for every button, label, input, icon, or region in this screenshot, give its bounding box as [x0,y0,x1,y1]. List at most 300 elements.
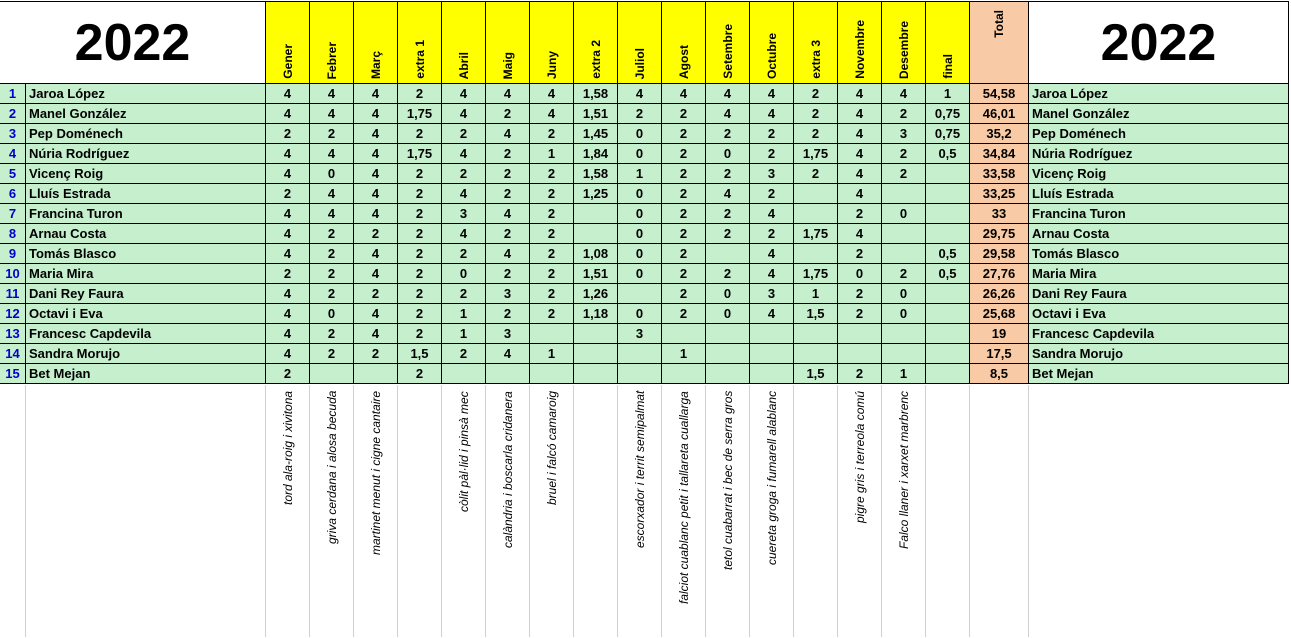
score-cell[interactable] [310,84,354,104]
score-cell[interactable] [442,284,486,304]
score-cell[interactable] [618,144,662,164]
score-cell[interactable] [310,184,354,204]
score-cell[interactable] [750,164,794,184]
score-cell[interactable] [442,144,486,164]
score-cell[interactable] [442,204,486,224]
rank-cell[interactable] [0,284,26,304]
total-cell[interactable] [970,304,1029,324]
score-cell[interactable] [618,324,662,344]
score-cell[interactable] [926,184,970,204]
name-cell[interactable] [26,344,266,364]
name-cell[interactable] [26,244,266,264]
score-cell[interactable] [794,224,838,244]
score-cell[interactable] [618,284,662,304]
score-cell[interactable] [574,144,618,164]
score-cell[interactable] [266,244,310,264]
score-cell[interactable] [442,264,486,284]
score-cell[interactable] [926,164,970,184]
score-cell[interactable] [618,304,662,324]
score-cell[interactable] [442,104,486,124]
score-cell[interactable] [398,284,442,304]
score-cell[interactable] [574,244,618,264]
total-cell[interactable] [970,324,1029,344]
score-cell[interactable] [838,104,882,124]
score-cell[interactable] [442,344,486,364]
name-cell[interactable] [26,84,266,104]
name-cell[interactable] [26,364,266,384]
score-cell[interactable] [926,104,970,124]
score-cell[interactable] [310,204,354,224]
score-cell[interactable] [662,104,706,124]
score-cell[interactable] [266,224,310,244]
score-cell[interactable] [574,304,618,324]
score-cell[interactable] [838,264,882,284]
score-cell[interactable] [706,264,750,284]
total-cell[interactable] [970,364,1029,384]
total-cell[interactable] [970,124,1029,144]
score-cell[interactable] [398,184,442,204]
rank-cell[interactable] [0,124,26,144]
score-cell[interactable] [706,144,750,164]
score-cell[interactable] [926,264,970,284]
rank-cell[interactable] [0,324,26,344]
score-cell[interactable] [926,344,970,364]
score-cell[interactable] [574,284,618,304]
score-cell[interactable] [618,164,662,184]
score-cell[interactable] [926,304,970,324]
total-cell[interactable] [970,244,1029,264]
score-cell[interactable] [354,184,398,204]
name-cell[interactable] [26,164,266,184]
score-cell[interactable] [354,204,398,224]
score-cell[interactable] [266,124,310,144]
score-cell[interactable] [398,324,442,344]
score-cell[interactable] [310,364,354,384]
score-cell[interactable] [266,144,310,164]
score-cell[interactable] [706,84,750,104]
score-cell[interactable] [838,244,882,264]
score-cell[interactable] [750,324,794,344]
score-cell[interactable] [882,244,926,264]
score-cell[interactable] [574,124,618,144]
score-cell[interactable] [882,124,926,144]
score-cell[interactable] [486,164,530,184]
score-cell[interactable] [750,104,794,124]
total-cell[interactable] [970,224,1029,244]
score-cell[interactable] [354,164,398,184]
score-cell[interactable] [486,364,530,384]
score-cell[interactable] [354,344,398,364]
score-cell[interactable] [530,244,574,264]
score-cell[interactable] [530,104,574,124]
score-cell[interactable] [486,184,530,204]
score-cell[interactable] [530,324,574,344]
name-cell-right[interactable] [1029,364,1289,384]
score-cell[interactable] [750,284,794,304]
score-cell[interactable] [794,104,838,124]
score-cell[interactable] [310,244,354,264]
score-cell[interactable] [662,124,706,144]
score-cell[interactable] [838,164,882,184]
score-cell[interactable] [750,344,794,364]
total-cell[interactable] [970,104,1029,124]
score-cell[interactable] [486,284,530,304]
score-cell[interactable] [926,224,970,244]
score-cell[interactable] [354,224,398,244]
score-cell[interactable] [838,344,882,364]
score-cell[interactable] [794,324,838,344]
score-cell[interactable] [706,364,750,384]
score-cell[interactable] [574,364,618,384]
score-cell[interactable] [530,304,574,324]
rank-cell[interactable] [0,184,26,204]
score-cell[interactable] [662,184,706,204]
score-cell[interactable] [882,344,926,364]
score-cell[interactable] [486,144,530,164]
score-cell[interactable] [926,364,970,384]
score-cell[interactable] [750,124,794,144]
score-cell[interactable] [794,364,838,384]
score-cell[interactable] [310,144,354,164]
score-cell[interactable] [882,164,926,184]
score-cell[interactable] [442,124,486,144]
name-cell[interactable] [26,204,266,224]
score-cell[interactable] [838,304,882,324]
score-cell[interactable] [662,324,706,344]
score-cell[interactable] [354,144,398,164]
score-cell[interactable] [354,124,398,144]
name-cell-right[interactable] [1029,164,1289,184]
score-cell[interactable] [706,244,750,264]
score-cell[interactable] [398,144,442,164]
total-cell[interactable] [970,84,1029,104]
score-cell[interactable] [662,344,706,364]
score-cell[interactable] [354,264,398,284]
score-cell[interactable] [794,164,838,184]
score-cell[interactable] [926,284,970,304]
score-cell[interactable] [486,104,530,124]
score-cell[interactable] [794,304,838,324]
score-cell[interactable] [266,164,310,184]
score-cell[interactable] [794,284,838,304]
score-cell[interactable] [310,124,354,144]
name-cell[interactable] [26,104,266,124]
score-cell[interactable] [838,84,882,104]
score-cell[interactable] [618,204,662,224]
score-cell[interactable] [398,364,442,384]
score-cell[interactable] [442,364,486,384]
score-cell[interactable] [662,284,706,304]
score-cell[interactable] [662,204,706,224]
rank-cell[interactable] [0,104,26,124]
score-cell[interactable] [574,324,618,344]
rank-cell[interactable] [0,344,26,364]
score-cell[interactable] [662,304,706,324]
score-cell[interactable] [486,204,530,224]
score-cell[interactable] [442,164,486,184]
score-cell[interactable] [530,84,574,104]
score-cell[interactable] [926,144,970,164]
score-cell[interactable] [794,84,838,104]
total-cell[interactable] [970,344,1029,364]
score-cell[interactable] [354,84,398,104]
score-cell[interactable] [618,104,662,124]
score-cell[interactable] [618,184,662,204]
score-cell[interactable] [310,164,354,184]
score-cell[interactable] [574,264,618,284]
score-cell[interactable] [530,164,574,184]
score-cell[interactable] [266,364,310,384]
score-cell[interactable] [750,304,794,324]
score-cell[interactable] [442,184,486,204]
score-cell[interactable] [794,344,838,364]
score-cell[interactable] [398,84,442,104]
score-cell[interactable] [530,364,574,384]
rank-cell[interactable] [0,204,26,224]
score-cell[interactable] [266,264,310,284]
total-cell[interactable] [970,184,1029,204]
score-cell[interactable] [794,264,838,284]
score-cell[interactable] [266,324,310,344]
rank-cell[interactable] [0,364,26,384]
score-cell[interactable] [266,344,310,364]
score-cell[interactable] [618,84,662,104]
score-cell[interactable] [926,244,970,264]
name-cell[interactable] [26,144,266,164]
score-cell[interactable] [398,204,442,224]
score-cell[interactable] [266,184,310,204]
score-cell[interactable] [618,124,662,144]
score-cell[interactable] [926,84,970,104]
score-cell[interactable] [882,364,926,384]
score-cell[interactable] [882,224,926,244]
score-cell[interactable] [794,124,838,144]
score-cell[interactable] [706,184,750,204]
name-cell-right[interactable] [1029,244,1289,264]
score-cell[interactable] [926,324,970,344]
score-cell[interactable] [354,104,398,124]
score-cell[interactable] [662,364,706,384]
score-cell[interactable] [398,164,442,184]
score-cell[interactable] [882,204,926,224]
score-cell[interactable] [354,364,398,384]
score-cell[interactable] [662,244,706,264]
name-cell[interactable] [26,124,266,144]
score-cell[interactable] [662,224,706,244]
score-cell[interactable] [574,164,618,184]
score-cell[interactable] [882,84,926,104]
score-cell[interactable] [794,144,838,164]
rank-cell[interactable] [0,164,26,184]
score-cell[interactable] [750,84,794,104]
score-cell[interactable] [530,204,574,224]
score-cell[interactable] [266,204,310,224]
score-cell[interactable] [486,84,530,104]
score-cell[interactable] [398,124,442,144]
score-cell[interactable] [882,324,926,344]
score-cell[interactable] [706,164,750,184]
rank-cell[interactable] [0,304,26,324]
score-cell[interactable] [310,104,354,124]
score-cell[interactable] [838,144,882,164]
name-cell[interactable] [26,264,266,284]
rank-cell[interactable] [0,224,26,244]
score-cell[interactable] [398,264,442,284]
score-cell[interactable] [442,84,486,104]
score-cell[interactable] [574,84,618,104]
score-cell[interactable] [266,304,310,324]
total-cell[interactable] [970,284,1029,304]
score-cell[interactable] [398,344,442,364]
score-cell[interactable] [750,224,794,244]
score-cell[interactable] [706,284,750,304]
score-cell[interactable] [750,184,794,204]
score-cell[interactable] [662,84,706,104]
score-cell[interactable] [574,204,618,224]
score-cell[interactable] [838,204,882,224]
score-cell[interactable] [882,144,926,164]
score-cell[interactable] [530,284,574,304]
name-cell-right[interactable] [1029,184,1289,204]
total-cell[interactable] [970,164,1029,184]
score-cell[interactable] [838,224,882,244]
rank-cell[interactable] [0,244,26,264]
score-cell[interactable] [486,224,530,244]
score-cell[interactable] [706,124,750,144]
score-cell[interactable] [530,144,574,164]
score-cell[interactable] [530,344,574,364]
score-cell[interactable] [486,324,530,344]
name-cell[interactable] [26,324,266,344]
name-cell-right[interactable] [1029,264,1289,284]
score-cell[interactable] [706,324,750,344]
score-cell[interactable] [794,184,838,204]
score-cell[interactable] [442,244,486,264]
score-cell[interactable] [442,304,486,324]
score-cell[interactable] [574,104,618,124]
score-cell[interactable] [310,324,354,344]
total-cell[interactable] [970,204,1029,224]
score-cell[interactable] [486,244,530,264]
name-cell-right[interactable] [1029,304,1289,324]
score-cell[interactable] [706,304,750,324]
name-cell-right[interactable] [1029,204,1289,224]
name-cell-right[interactable] [1029,124,1289,144]
score-cell[interactable] [398,224,442,244]
score-cell[interactable] [442,324,486,344]
score-cell[interactable] [662,164,706,184]
score-cell[interactable] [486,264,530,284]
name-cell-right[interactable] [1029,84,1289,104]
score-cell[interactable] [530,264,574,284]
name-cell-right[interactable] [1029,224,1289,244]
name-cell-right[interactable] [1029,344,1289,364]
score-cell[interactable] [486,124,530,144]
score-cell[interactable] [838,284,882,304]
score-cell[interactable] [310,264,354,284]
score-cell[interactable] [662,264,706,284]
score-cell[interactable] [618,344,662,364]
score-cell[interactable] [794,204,838,224]
score-cell[interactable] [618,224,662,244]
score-cell[interactable] [882,104,926,124]
score-cell[interactable] [310,224,354,244]
score-cell[interactable] [310,284,354,304]
score-cell[interactable] [838,364,882,384]
rank-cell[interactable] [0,144,26,164]
score-cell[interactable] [882,304,926,324]
name-cell-right[interactable] [1029,284,1289,304]
score-cell[interactable] [398,304,442,324]
total-cell[interactable] [970,144,1029,164]
score-cell[interactable] [310,304,354,324]
score-cell[interactable] [838,184,882,204]
total-cell[interactable] [970,264,1029,284]
score-cell[interactable] [354,244,398,264]
score-cell[interactable] [618,264,662,284]
score-cell[interactable] [838,124,882,144]
score-cell[interactable] [882,264,926,284]
score-cell[interactable] [750,244,794,264]
score-cell[interactable] [266,84,310,104]
score-cell[interactable] [398,104,442,124]
score-cell[interactable] [618,244,662,264]
score-cell[interactable] [398,244,442,264]
score-cell[interactable] [530,224,574,244]
score-cell[interactable] [706,104,750,124]
score-cell[interactable] [926,204,970,224]
name-cell-right[interactable] [1029,104,1289,124]
score-cell[interactable] [750,204,794,224]
score-cell[interactable] [750,144,794,164]
name-cell-right[interactable] [1029,324,1289,344]
score-cell[interactable] [266,104,310,124]
score-cell[interactable] [530,124,574,144]
score-cell[interactable] [662,144,706,164]
score-cell[interactable] [706,204,750,224]
score-cell[interactable] [354,284,398,304]
score-cell[interactable] [794,244,838,264]
score-cell[interactable] [750,364,794,384]
score-cell[interactable] [574,224,618,244]
score-cell[interactable] [882,184,926,204]
score-cell[interactable] [706,224,750,244]
score-cell[interactable] [618,364,662,384]
score-cell[interactable] [442,224,486,244]
score-cell[interactable] [838,324,882,344]
score-cell[interactable] [486,344,530,364]
score-cell[interactable] [882,284,926,304]
name-cell[interactable] [26,184,266,204]
score-cell[interactable] [706,344,750,364]
name-cell-right[interactable] [1029,144,1289,164]
score-cell[interactable] [530,184,574,204]
score-cell[interactable] [750,264,794,284]
score-cell[interactable] [354,304,398,324]
score-cell[interactable] [354,324,398,344]
score-cell[interactable] [574,184,618,204]
name-cell[interactable] [26,224,266,244]
rank-cell[interactable] [0,84,26,104]
score-cell[interactable] [266,284,310,304]
score-cell[interactable] [574,344,618,364]
score-cell[interactable] [486,304,530,324]
name-cell[interactable] [26,304,266,324]
rank-cell[interactable] [0,264,26,284]
score-cell[interactable] [310,344,354,364]
score-cell[interactable] [926,124,970,144]
name-cell[interactable] [26,284,266,304]
